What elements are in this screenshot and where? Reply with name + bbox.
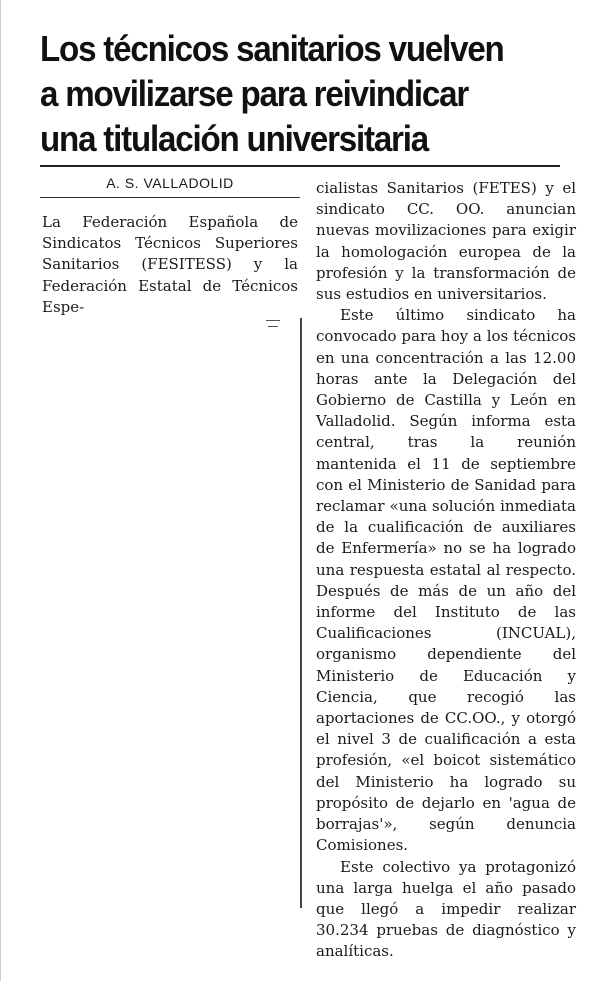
scan-edge (0, 0, 1, 981)
headline-line-3: una titulación universitaria (40, 118, 428, 159)
byline: A. S. VALLADOLID (106, 175, 234, 191)
column-divider (300, 318, 302, 908)
headline-rule (40, 165, 560, 167)
column-mark (266, 320, 280, 321)
right-paragraph-2: Este último sindicato ha convocado para hoy a los técnicos en una concentración a las 12.00 horas ante la Delegación del Gobierno de Castilla y León en Valladolid. Según informa esta central, tras la reunión mantenida el 11 de septiembre con el Ministerio de Sanidad para reclamar «una solución inmediata de la cualificación de auxiliares de Enfermería» no se ha logrado una respuesta estatal al respecto. Después de más de un año del informe del Instituto de las Cualificaciones (INCUAL), organismo dependiente del Ministerio de Educación y Ciencia, que recogió las aportaciones de CC.OO., y otorgó el nivel 3 de cualificación a esta profesión, «el boicot sistemático del Ministerio ha logrado su propósito de dejarlo en 'agua de borrajas'», según denuncia Comisiones. (316, 306, 576, 855)
left-column (42, 212, 298, 318)
headline-line-1: Los técnicos sanitarios vuelven (40, 28, 504, 69)
right-column (316, 178, 576, 963)
headline (40, 26, 541, 161)
column-mark (268, 326, 278, 327)
right-paragraph-1: cialistas Sanitarios (FETES) y el sindicato CC. OO. anuncian nuevas movilizaciones para exigir la homologación europea de la profesión y la transformación de sus estudios en universitarios. (316, 179, 576, 304)
byline-rule (40, 197, 300, 198)
right-paragraph-3: Este colectivo ya protagonizó una larga huelga el año pasado que llegó a impedir realizar 30.234 pruebas de diagnóstico y analíticas. (316, 857, 576, 961)
headline-line-2: a movilizarse para reivindicar (40, 73, 469, 114)
left-paragraph: La Federación Española de Sindicatos Técnicos Superiores Sanitarios (FESITESS) y la Federación Estatal de Técnicos Espe- (42, 213, 298, 316)
